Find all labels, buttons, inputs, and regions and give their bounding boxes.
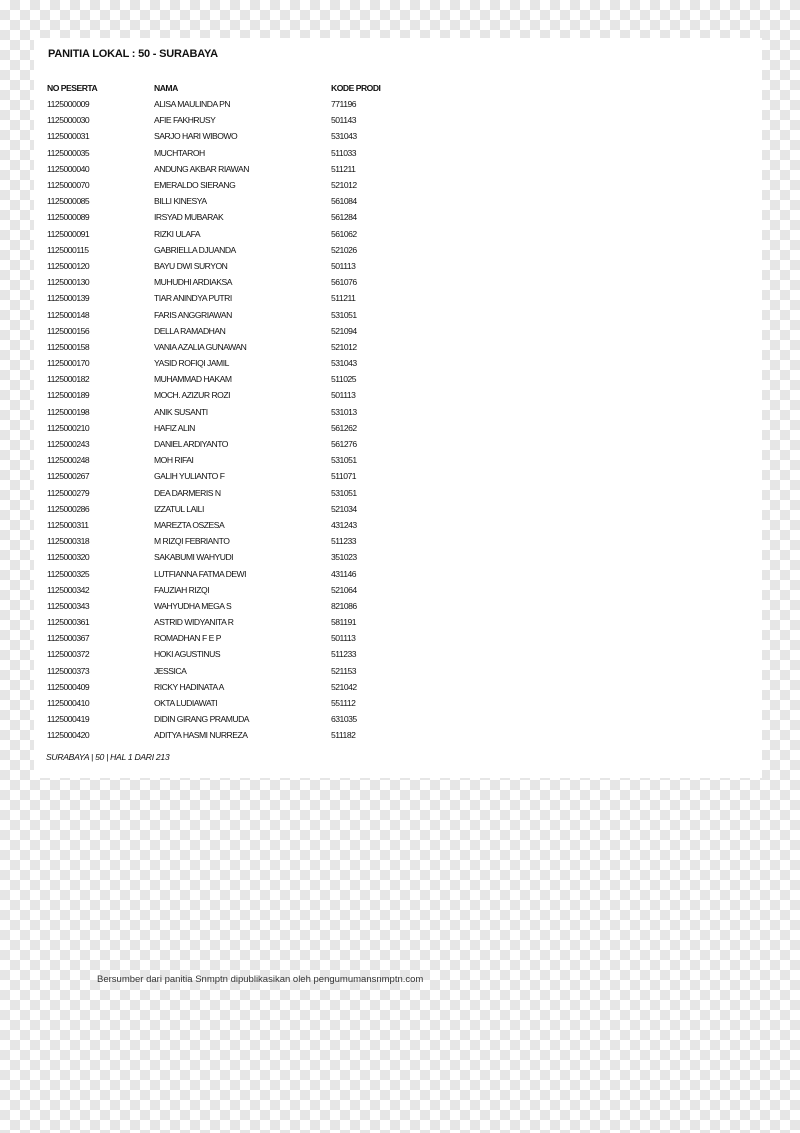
table-row: [47, 290, 411, 306]
header-kode-prodi: KODE PRODI: [331, 83, 381, 93]
cell-no-peserta: 1125000120: [47, 260, 90, 271]
cell-kode-prodi: 521094: [331, 325, 357, 336]
cell-kode-prodi: 561076: [331, 277, 357, 288]
cell-kode-prodi: 561284: [331, 212, 357, 223]
cell-nama: WAHYUDHA MEGA S: [154, 600, 232, 611]
table-row: [47, 679, 411, 695]
cell-kode-prodi: 551112: [331, 698, 356, 709]
cell-nama: ASTRID WIDYANITA R: [154, 617, 234, 628]
cell-nama: M RIZQI FEBRIANTO: [154, 536, 230, 547]
cell-kode-prodi: 511233: [331, 649, 357, 660]
table-row: [47, 96, 411, 112]
cell-no-peserta: 1125000373: [47, 665, 90, 676]
cell-kode-prodi: 521064: [331, 584, 357, 595]
cell-no-peserta: 1125000040: [47, 163, 90, 174]
cell-nama: ALISA MAULINDA PN: [154, 99, 231, 110]
cell-nama: HAFIZ ALIN: [154, 422, 195, 433]
table-row: [47, 630, 411, 646]
table-row: [47, 339, 411, 355]
cell-nama: LUTFIANNA FATMA DEWI: [154, 568, 247, 579]
cell-no-peserta: 1125000030: [47, 115, 90, 126]
table-row: [47, 517, 411, 533]
cell-nama: TIAR ANINDYA PUTRI: [154, 293, 232, 304]
cell-nama: GALIH YULIANTO F: [154, 471, 225, 482]
cell-kode-prodi: 501113: [331, 390, 356, 401]
cell-nama: FARIS ANGGRIAWAN: [154, 309, 232, 320]
table-row: [47, 436, 411, 452]
cell-no-peserta: 1125000085: [47, 196, 90, 207]
table-row: [47, 258, 411, 274]
table-row: [47, 695, 411, 711]
table-row: [47, 145, 411, 161]
cell-no-peserta: 1125000367: [47, 633, 90, 644]
table-row: [47, 582, 411, 598]
table-row: [47, 598, 411, 614]
cell-kode-prodi: 771196: [331, 99, 357, 110]
cell-kode-prodi: 531043: [331, 358, 357, 369]
cell-nama: DANIEL ARDIYANTO: [154, 439, 228, 450]
cell-no-peserta: 1125000158: [47, 341, 90, 352]
header-no-peserta: NO PESERTA: [47, 83, 98, 93]
cell-no-peserta: 1125000279: [47, 487, 90, 498]
document-page: [34, 38, 762, 778]
cell-kode-prodi: 531013: [331, 406, 357, 417]
cell-no-peserta: 1125000115: [47, 244, 89, 255]
cell-nama: ANIK SUSANTI: [154, 406, 208, 417]
page-footer: SURABAYA | 50 | HAL 1 DARI 213: [46, 752, 170, 762]
cell-nama: GABRIELLA DJUANDA: [154, 244, 236, 255]
cell-kode-prodi: 561262: [331, 422, 357, 433]
cell-no-peserta: 1125000325: [47, 568, 90, 579]
cell-no-peserta: 1125000156: [47, 325, 90, 336]
cell-no-peserta: 1125000139: [47, 293, 90, 304]
cell-no-peserta: 1125000361: [47, 617, 90, 628]
table-row: [47, 501, 411, 517]
table-row: [47, 663, 411, 679]
cell-no-peserta: 1125000248: [47, 455, 90, 466]
cell-kode-prodi: 561062: [331, 228, 357, 239]
cell-no-peserta: 1125000420: [47, 730, 90, 741]
table-row: [47, 112, 411, 128]
cell-no-peserta: 1125000320: [47, 552, 90, 563]
cell-nama: RICKY HADINATA A: [154, 681, 224, 692]
table-row: [47, 274, 411, 290]
cell-no-peserta: 1125000243: [47, 439, 90, 450]
cell-nama: HOKI AGUSTINUS: [154, 649, 221, 660]
cell-no-peserta: 1125000372: [47, 649, 90, 660]
cell-no-peserta: 1125000342: [47, 584, 90, 595]
cell-nama: ADITYA HASMI NURREZA: [154, 730, 248, 741]
cell-no-peserta: 1125000091: [47, 228, 90, 239]
cell-nama: MUCHTAROH: [154, 147, 205, 158]
cell-kode-prodi: 511233: [331, 536, 357, 547]
cell-nama: EMERALDO SIERANG: [154, 180, 236, 191]
table-row: [47, 468, 411, 484]
cell-nama: FAUZIAH RIZQI: [154, 584, 210, 595]
cell-no-peserta: 1125000148: [47, 309, 90, 320]
table-row: [47, 452, 411, 468]
cell-nama: BILLI KINESYA: [154, 196, 207, 207]
table-row: [47, 161, 411, 177]
table-row: [47, 387, 411, 403]
table-row: [47, 323, 411, 339]
cell-nama: BAYU DWI SURYON: [154, 260, 228, 271]
cell-kode-prodi: 511182: [331, 730, 356, 741]
cell-nama: YASID ROFIQI JAMIL: [154, 358, 229, 369]
page-title: PANITIA LOKAL : 50 - SURABAYA: [48, 48, 218, 60]
cell-no-peserta: 1125000267: [47, 471, 90, 482]
cell-nama: SAKABUMI WAHYUDI: [154, 552, 234, 563]
cell-nama: MOCH. AZIZUR ROZI: [154, 390, 231, 401]
cell-kode-prodi: 431146: [331, 568, 357, 579]
table-row: [47, 193, 411, 209]
cell-nama: MUHAMMAD HAKAM: [154, 374, 232, 385]
table-row: [47, 226, 411, 242]
cell-kode-prodi: 521012: [331, 180, 357, 191]
table-row: [47, 371, 411, 387]
cell-kode-prodi: 531051: [331, 309, 357, 320]
table-row: [47, 533, 411, 549]
cell-no-peserta: 1125000419: [47, 714, 90, 725]
cell-nama: DEA DARMERIS N: [154, 487, 221, 498]
table-header-row: [47, 80, 411, 96]
table-row: [47, 306, 411, 322]
cell-nama: MAREZTA OSZESA: [154, 519, 225, 530]
cell-kode-prodi: 561084: [331, 196, 357, 207]
cell-nama: IRSYAD MUBARAK: [154, 212, 224, 223]
table-row: [47, 209, 411, 225]
cell-no-peserta: 1125000311: [47, 519, 89, 530]
table-row: [47, 242, 411, 258]
cell-nama: SARJO HARI WIBOWO: [154, 131, 238, 142]
cell-kode-prodi: 501113: [331, 260, 356, 271]
cell-kode-prodi: 631035: [331, 714, 357, 725]
cell-no-peserta: 1125000130: [47, 277, 90, 288]
cell-kode-prodi: 521042: [331, 681, 357, 692]
cell-kode-prodi: 521012: [331, 341, 357, 352]
cell-kode-prodi: 531051: [331, 487, 357, 498]
cell-nama: RIZKI ULAFA: [154, 228, 201, 239]
cell-nama: OKTA LUDIAWATI: [154, 698, 218, 709]
cell-no-peserta: 1125000170: [47, 358, 90, 369]
participant-table: [47, 80, 411, 744]
cell-kode-prodi: 521153: [331, 665, 357, 676]
cell-nama: DELLA RAMADHAN: [154, 325, 226, 336]
cell-kode-prodi: 511071: [331, 471, 357, 482]
cell-kode-prodi: 431243: [331, 519, 357, 530]
cell-no-peserta: 1125000070: [47, 180, 90, 191]
table-body: [47, 96, 411, 744]
cell-no-peserta: 1125000409: [47, 681, 90, 692]
source-note: Bersumber dari panitia Snmptn dipublikasikan oleh pengumumansnmptn.com: [97, 974, 424, 985]
cell-no-peserta: 1125000031: [47, 131, 90, 142]
cell-nama: IZZATUL LAILI: [154, 503, 204, 514]
cell-no-peserta: 1125000210: [47, 422, 90, 433]
cell-no-peserta: 1125000009: [47, 99, 90, 110]
cell-no-peserta: 1125000410: [47, 698, 90, 709]
cell-kode-prodi: 521026: [331, 244, 357, 255]
cell-no-peserta: 1125000343: [47, 600, 90, 611]
table-row: [47, 711, 411, 727]
table-row: [47, 177, 411, 193]
table-row: [47, 485, 411, 501]
table-row: [47, 404, 411, 420]
cell-kode-prodi: 821086: [331, 600, 357, 611]
cell-kode-prodi: 511211: [331, 293, 356, 304]
cell-no-peserta: 1125000318: [47, 536, 90, 547]
cell-no-peserta: 1125000182: [47, 374, 90, 385]
cell-kode-prodi: 501143: [331, 115, 357, 126]
table-row: [47, 128, 411, 144]
table-row: [47, 549, 411, 565]
cell-nama: JESSICA: [154, 665, 187, 676]
cell-no-peserta: 1125000035: [47, 147, 90, 158]
cell-nama: ROMADHAN F E P: [154, 633, 222, 644]
cell-nama: MUHUDHI ARDIAKSA: [154, 277, 232, 288]
table-row: [47, 355, 411, 371]
cell-kode-prodi: 511025: [331, 374, 357, 385]
table-row: [47, 727, 411, 743]
cell-kode-prodi: 531043: [331, 131, 357, 142]
cell-nama: MOH RIFAI: [154, 455, 194, 466]
table-row: [47, 420, 411, 436]
table-row: [47, 646, 411, 662]
cell-kode-prodi: 501113: [331, 633, 356, 644]
cell-nama: ANDUNG AKBAR RIAWAN: [154, 163, 249, 174]
cell-nama: VANIA AZALIA GUNAWAN: [154, 341, 247, 352]
cell-kode-prodi: 581191: [331, 617, 357, 628]
cell-kode-prodi: 351023: [331, 552, 357, 563]
cell-nama: AFIE FAKHRUSY: [154, 115, 216, 126]
cell-kode-prodi: 511033: [331, 147, 357, 158]
header-nama: NAMA: [154, 83, 178, 93]
cell-kode-prodi: 521034: [331, 503, 357, 514]
cell-no-peserta: 1125000286: [47, 503, 90, 514]
cell-kode-prodi: 511211: [331, 163, 356, 174]
cell-kode-prodi: 531051: [331, 455, 357, 466]
table-row: [47, 614, 411, 630]
cell-no-peserta: 1125000189: [47, 390, 90, 401]
cell-no-peserta: 1125000198: [47, 406, 90, 417]
table-row: [47, 565, 411, 581]
cell-nama: DIDIN GIRANG PRAMUDA: [154, 714, 250, 725]
cell-kode-prodi: 561276: [331, 439, 357, 450]
cell-no-peserta: 1125000089: [47, 212, 90, 223]
